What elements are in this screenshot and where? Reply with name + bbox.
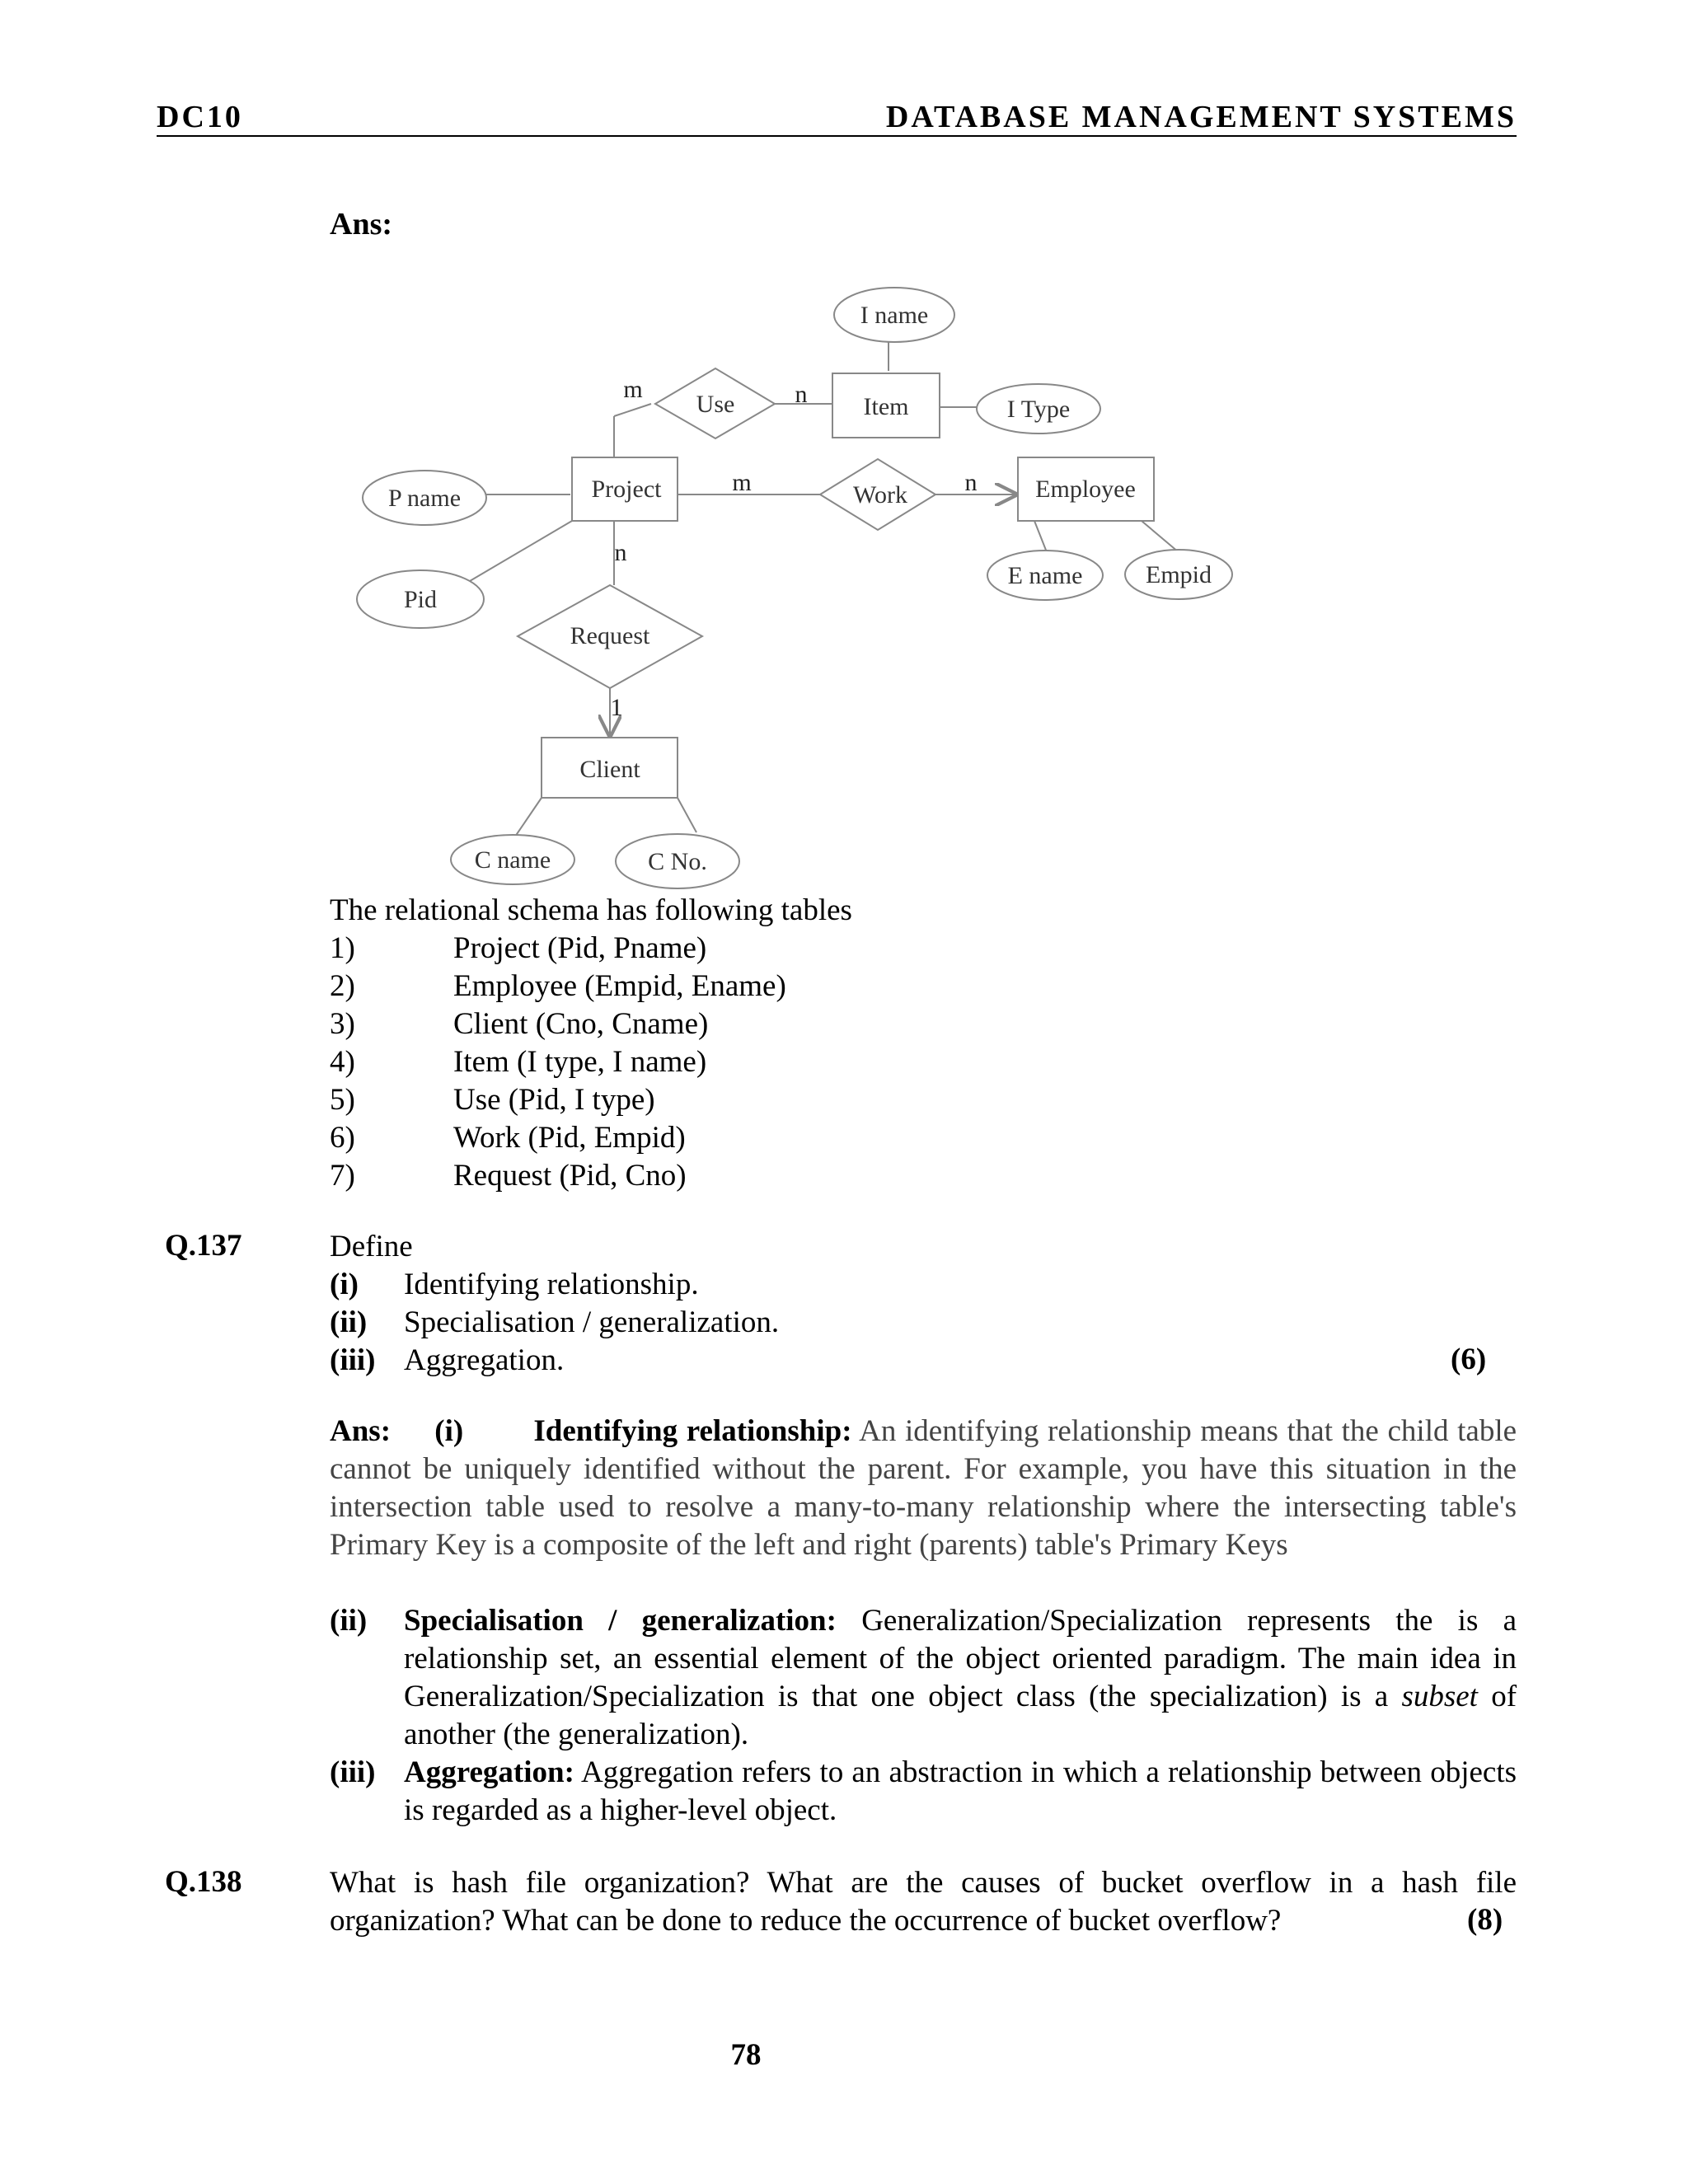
attribute-p-name-label: P name <box>387 485 462 512</box>
answer-137-i-term: Identifying relationship: <box>533 1414 852 1448</box>
attribute-c-name-label: C name <box>474 846 551 874</box>
page-number: 78 <box>730 2038 762 2072</box>
item-text: Identifying relationship. <box>404 1268 699 1301</box>
relationship-request <box>518 585 702 688</box>
card-request-client: 1 <box>610 694 623 721</box>
question-138-marks: (8) <box>1467 1903 1503 1937</box>
entity-employee <box>1018 457 1154 521</box>
attribute-e-name-label: E name <box>1007 562 1083 589</box>
attribute-i-name <box>834 288 954 342</box>
answer-137-ii <box>404 1602 1517 1754</box>
attribute-pid-label: Pid <box>403 586 438 613</box>
schema-row-definition: Use (Pid, I type) <box>453 1083 655 1117</box>
attribute-empid-label: Empid <box>1146 561 1212 588</box>
item-roman: (iii) <box>330 1343 376 1377</box>
answer-137-ii-text-2: of another (the generalization). <box>404 1680 1517 1751</box>
answer-137-ii-term: Specialisation / generalization: <box>404 1604 837 1638</box>
answer-137-iii <box>404 1754 1517 1830</box>
answer-137-iii-text: Aggregation refers to an abstraction in which a relationship between objects is regarded as a higher-level object. <box>404 1755 1517 1827</box>
entity-client-label: Client <box>579 756 640 783</box>
card-use-project: m <box>623 376 643 403</box>
question-137-item <box>330 1266 699 1304</box>
relationship-work <box>820 459 935 530</box>
answer-137-ii-italic: subset <box>1401 1680 1478 1713</box>
schema-row-definition: Work (Pid, Empid) <box>453 1121 686 1155</box>
attribute-empid <box>1125 550 1232 599</box>
entity-item <box>832 373 940 438</box>
schema-row-number: 4) <box>330 1045 355 1079</box>
attribute-e-name <box>987 551 1103 600</box>
schema-row-number: 7) <box>330 1159 355 1193</box>
answer-137-i <box>330 1413 1517 1564</box>
card-work-project: m <box>732 469 752 496</box>
schema-row-definition: Item (I type, I name) <box>453 1045 707 1079</box>
attribute-i-type <box>977 384 1100 434</box>
attribute-i-type-label: I Type <box>1006 396 1071 423</box>
answer-137-i-text: An identifying relationship means that the child table cannot be uniquely identified without the parent. For example, you have this situation in the intersection table used to resolve a many-to-many relationship where the intersecting table's Primary Key is a composite of the left and right (parents) table's Primary Keys <box>330 1414 1517 1562</box>
answer-137-iii-term: Aggregation: <box>404 1755 574 1789</box>
schema-row-number: 6) <box>330 1121 355 1155</box>
attribute-c-no <box>616 834 739 888</box>
relationship-work-label: Work <box>853 481 907 509</box>
card-use-item: n <box>795 381 808 408</box>
question-number-138: Q.138 <box>165 1865 242 1899</box>
question-137-marks: (6) <box>1451 1343 1487 1376</box>
entity-item-label: Item <box>863 393 909 420</box>
card-work-employee: n <box>964 469 978 496</box>
relationship-request-label: Request <box>570 622 650 649</box>
relationship-use <box>655 368 775 438</box>
card-request-project: n <box>614 539 627 566</box>
course-code: DC10 <box>157 100 243 134</box>
question-138-text: What is hash file organization? What are the causes of bucket overflow in a hash file organization? What can be done to reduce the occurrence of bucket overflow? <box>330 1866 1517 1938</box>
answer-137-ii-roman: (ii) <box>330 1604 368 1638</box>
schema-row-definition: Client (Cno, Cname) <box>453 1007 709 1041</box>
schema-row-number: 3) <box>330 1007 355 1041</box>
answer-label: Ans: <box>330 207 393 241</box>
attribute-i-name-label: I name <box>860 302 929 329</box>
question-137-prompt: Define <box>330 1230 413 1263</box>
question-number-137: Q.137 <box>165 1229 242 1263</box>
attribute-pid <box>357 570 484 628</box>
schema-intro: The relational schema has following tables <box>330 893 852 927</box>
relationship-use-label: Use <box>696 391 735 418</box>
schema-row-number: 1) <box>330 931 355 965</box>
entity-employee-label: Employee <box>1035 476 1136 503</box>
schema-row-number: 5) <box>330 1083 355 1117</box>
item-roman: (i) <box>330 1268 359 1301</box>
schema-row-number: 2) <box>330 969 355 1003</box>
item-roman: (ii) <box>330 1305 368 1339</box>
entity-client <box>542 738 678 798</box>
answer-137-iii-roman: (iii) <box>330 1755 376 1789</box>
book-title: DATABASE MANAGEMENT SYSTEMS <box>885 100 1517 134</box>
answer-137-i-roman: (i) <box>434 1414 464 1448</box>
entity-project-label: Project <box>591 476 662 503</box>
entity-project <box>572 457 678 521</box>
question-137-item <box>330 1304 779 1342</box>
attribute-c-no-label: C No. <box>648 848 707 875</box>
schema-row-definition: Employee (Empid, Ename) <box>453 969 786 1003</box>
er-diagram <box>0 0 1688 907</box>
schema-row-definition: Project (Pid, Pname) <box>453 931 707 965</box>
attribute-c-name <box>451 835 574 884</box>
question-137-item <box>330 1342 564 1380</box>
answer-137-ii-text-1: Generalization/Specialization represents the is a relationship set, an essential element of the object oriented paradigm. The main idea in Generalization/Specialization is that one object class (the specialization) is a <box>404 1604 1517 1713</box>
attribute-p-name <box>363 471 486 525</box>
item-text: Specialisation / generalization. <box>404 1305 780 1339</box>
item-text: Aggregation. <box>404 1343 565 1377</box>
answer-137-label: Ans: <box>330 1414 392 1448</box>
schema-row-definition: Request (Pid, Cno) <box>453 1159 687 1193</box>
